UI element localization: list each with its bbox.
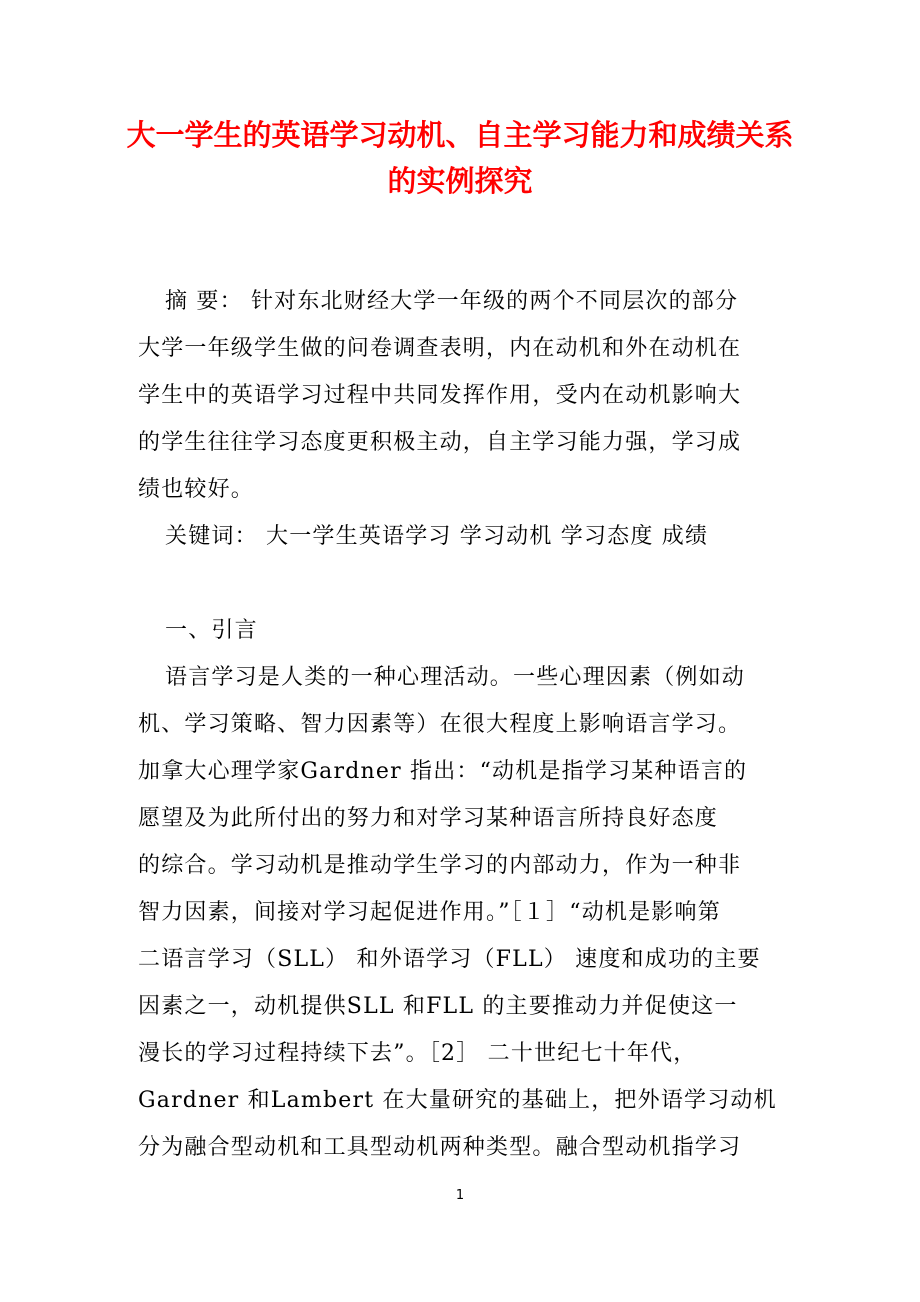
title-line-1: 大一学生的英语学习动机、自主学习能力和成绩关系 bbox=[126, 118, 794, 152]
paragraph-line: 语言学习是人类的一种心理活动。一些心理因素（例如动 bbox=[165, 665, 746, 690]
paragraph-line: 漫长的学习过程持续下去”。［2］ 二十世纪七十年代， bbox=[138, 1041, 697, 1066]
abstract-paragraph bbox=[138, 278, 788, 513]
abstract-line: 摘 要： 针对东北财经大学一年级的两个不同层次的部分 bbox=[165, 289, 739, 314]
title-line-2: 的实例探究 bbox=[387, 164, 533, 198]
keywords-line: 关键词： 大一学生英语学习 学习动机 学习态度 成绩 bbox=[165, 524, 709, 549]
paragraph-line: 愿望及为此所付出的努力和对学习某种语言所持良好态度 bbox=[138, 806, 719, 831]
introduction-paragraph bbox=[138, 654, 788, 1171]
abstract-line: 绩也较好。 bbox=[138, 477, 255, 502]
paragraph-line: Gardner 和Lambert 在大量研究的基础上，把外语学习动机 bbox=[138, 1088, 777, 1113]
paragraph-line: 智力因素，间接对学习起促进作用。”［１］“动机是影响第 bbox=[138, 900, 721, 925]
section-heading: 一、引言 bbox=[165, 618, 258, 643]
paragraph-line: 的综合。学习动机是推动学生学习的内部动力，作为一种非 bbox=[138, 853, 742, 878]
paragraph-line: 二语言学习（SLL） 和外语学习（FLL） 速度和成功的主要 bbox=[138, 947, 761, 972]
document-title bbox=[0, 112, 920, 204]
blank-line bbox=[138, 560, 788, 607]
abstract-line: 学生中的英语学习过程中共同发挥作用，受内在动机影响大 bbox=[138, 383, 742, 408]
abstract-line: 的学生往往学习态度更积极主动，自主学习能力强，学习成 bbox=[138, 430, 742, 455]
document-body bbox=[138, 278, 788, 1171]
paragraph-line: 因素之一，动机提供SLL 和FLL 的主要推动力并促使这一 bbox=[138, 994, 738, 1019]
page-number: 1 bbox=[455, 1188, 465, 1203]
paragraph-line: 加拿大心理学家Gardner 指出：“动机是指学习某种语言的 bbox=[138, 759, 748, 784]
paragraph-line: 分为融合型动机和工具型动机两种类型。融合型动机指学习 bbox=[138, 1135, 742, 1160]
paragraph-line: 机、学习策略、智力因素等）在很大程度上影响语言学习。 bbox=[138, 712, 742, 737]
abstract-line: 大学一年级学生做的问卷调查表明，内在动机和外在动机在 bbox=[138, 336, 742, 361]
